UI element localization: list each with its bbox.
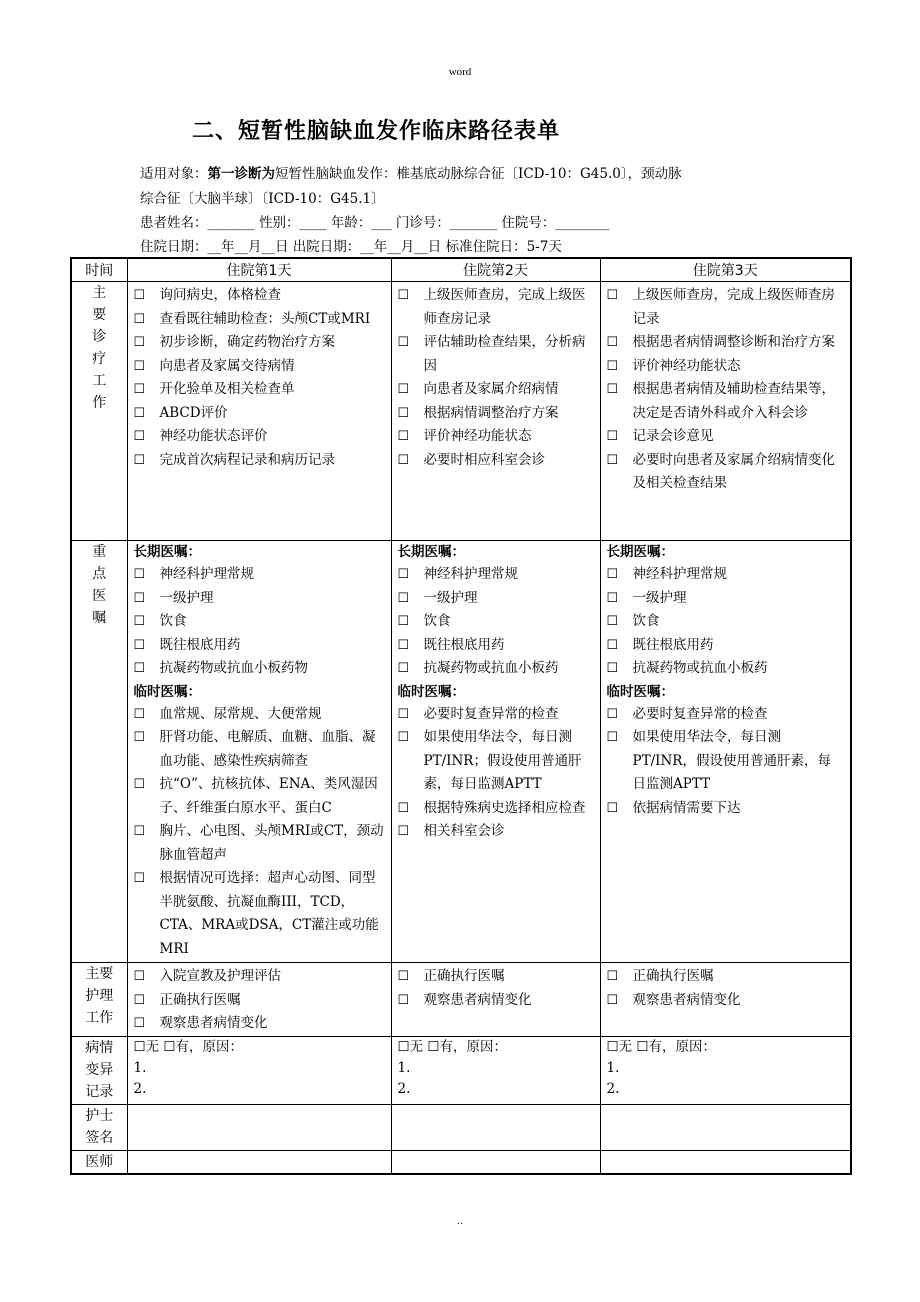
doctor-signature-day2[interactable] — [391, 1150, 600, 1174]
meta-bold: 第一诊断为 — [207, 166, 275, 182]
variance-day2 — [391, 1036, 600, 1104]
checklist-item[interactable]: ☐ 根据患者病情调整诊断和治疗方案 — [607, 331, 845, 355]
checklist-item[interactable]: ☐ 神经科护理常规 — [607, 563, 845, 587]
checklist-item[interactable]: ☐ 根据患者病情及辅助检查结果等，决定是否请外科或介入科会诊 — [607, 378, 845, 425]
row-label-text: 护理 — [85, 988, 114, 1004]
checklist-item[interactable]: ☐ 抗凝药物或抗血小板药 — [398, 657, 594, 681]
header-day2: 住院第2天 — [391, 258, 600, 282]
checklist-item[interactable]: ☐ 肝肾功能、电解质、血糖、血脂、凝血功能、感染性疾病筛查 — [134, 726, 385, 773]
checklist-item[interactable]: ☐ 抗凝药物或抗血小板药物 — [134, 657, 385, 681]
row-label-text: 疗 — [92, 351, 107, 367]
checklist-item[interactable]: ☐ ABCD评价 — [134, 402, 385, 426]
checklist-item[interactable]: ☐ 如果使用华法令，每日测PT/INR，假设使用普通肝素，每日监测APTT — [607, 726, 845, 797]
orders-day1 — [127, 541, 391, 963]
checklist-item[interactable]: ☐ 评价神经功能状态 — [607, 355, 845, 379]
checklist-item[interactable]: ☐ 查看既往辅助检查：头颅CT或MRI — [134, 308, 385, 332]
table-header-row — [71, 258, 851, 282]
label-key-orders — [71, 541, 127, 963]
main-work-day1 — [127, 282, 391, 541]
row-label-text: 护士 — [85, 1107, 114, 1124]
row-label-text: 主 — [92, 285, 107, 301]
variance-reason-1[interactable]: 1. — [397, 1059, 411, 1076]
row-label-text: 要 — [92, 307, 107, 323]
checklist-item[interactable]: ☐ 向患者及家属介绍病情 — [398, 378, 594, 402]
checklist-item[interactable]: ☐ 神经科护理常规 — [134, 563, 385, 587]
row-label-text: 工作 — [85, 1010, 114, 1026]
meta-line-2: 综合征〔大脑半球〕〔ICD-10：G45.1〕 — [140, 191, 385, 207]
row-label-text: 主要 — [85, 966, 114, 982]
meta-line-3: 患者姓名：_______ 性别：____ 年龄：___ 门诊号：_______ 住院号：________ — [140, 215, 610, 231]
row-label-text: 签名 — [85, 1129, 114, 1146]
nurse-signature-day3[interactable] — [600, 1104, 851, 1150]
checklist-item[interactable]: ☐ 饮食 — [607, 610, 845, 634]
row-label-text: 作 — [92, 395, 107, 411]
meta-line-4: 住院日期：__年__月__日 出院日期：__年__月__日 标准住院日：5-7天 — [140, 239, 562, 255]
checklist-item[interactable]: ☐ 相关科室会诊 — [398, 820, 594, 844]
variance-options[interactable]: ☐无 ☐有，原因： — [133, 1038, 243, 1055]
checklist-item[interactable]: ☐ 上级医师查房，完成上级医师查房记录 — [607, 284, 845, 331]
clinical-pathway-table — [70, 257, 852, 1175]
header-day1: 住院第1天 — [127, 258, 391, 282]
checklist-item[interactable]: ☐ 一级护理 — [398, 587, 594, 611]
row-nurse-signature — [71, 1104, 851, 1150]
checklist-item[interactable]: ☐ 必要时复查异常的检查 — [398, 703, 594, 727]
long-term-orders-title: 长期医嘱： — [606, 544, 674, 560]
variance-day3 — [600, 1036, 851, 1104]
checklist-item[interactable]: ☐ 正确执行医嘱 — [134, 989, 385, 1013]
main-work-day3 — [600, 282, 851, 541]
row-label-text: 诊 — [92, 329, 107, 345]
checklist-item[interactable]: ☐ 根据特殊病史选择相应检查 — [398, 797, 594, 821]
row-label-text: 嘱 — [92, 610, 107, 626]
checklist-item[interactable]: ☐ 必要时向患者及家属介绍病情变化及相关检查结果 — [607, 449, 845, 496]
row-label-text: 工 — [92, 373, 107, 389]
label-variance-record — [71, 1036, 127, 1104]
doctor-signature-day1[interactable] — [127, 1150, 391, 1174]
page-header: word — [448, 66, 472, 78]
temporary-orders-title: 临时医嘱： — [397, 683, 465, 700]
checklist-item[interactable]: ☐ 开化验单及相关检查单 — [134, 378, 385, 402]
temporary-orders-title: 临时医嘱： — [606, 683, 674, 700]
checklist-item[interactable]: ☐ 血常规、尿常规、大便常规 — [134, 703, 385, 727]
row-label-text: 病情 — [85, 1039, 114, 1056]
variance-day1 — [127, 1036, 391, 1104]
variance-reason-2[interactable]: 2. — [133, 1080, 147, 1097]
label-main-work — [71, 282, 127, 541]
header-time: 时间 — [71, 258, 127, 282]
nurse-signature-day2[interactable] — [391, 1104, 600, 1150]
checklist-item[interactable]: ☐ 记录会诊意见 — [607, 425, 845, 449]
checklist-item[interactable]: ☐ 依据病情需要下达 — [607, 797, 845, 821]
checklist-item[interactable]: ☐ 胸片、心电图、头颅MRI或CT，颈动脉血管超声 — [134, 820, 385, 867]
checklist-item[interactable]: ☐ 一级护理 — [607, 587, 845, 611]
label-doctor-signature: 医师 — [71, 1150, 127, 1174]
checklist-item[interactable]: ☐ 上级医师查房，完成上级医师查房记录 — [398, 284, 594, 331]
page-title: 二、短暂性脑缺血发作临床路径表单 — [192, 119, 561, 144]
label-nursing-work — [71, 963, 127, 1037]
row-main-work — [71, 282, 851, 541]
checklist-item[interactable]: ☐ 完成首次病程记录和病历记录 — [134, 449, 385, 473]
variance-reason-2[interactable]: 2. — [397, 1080, 411, 1097]
checklist-item[interactable]: ☐ 向患者及家属交待病情 — [134, 355, 385, 379]
variance-options[interactable]: ☐无 ☐有，原因： — [606, 1038, 716, 1055]
row-label-text: 重 — [92, 544, 107, 560]
nursing-day1 — [127, 963, 391, 1037]
long-term-orders-title: 长期医嘱： — [397, 544, 465, 560]
row-nursing-work — [71, 963, 851, 1037]
row-label-text: 记录 — [85, 1083, 114, 1100]
checklist-item[interactable]: ☐ 询问病史，体格检查 — [134, 284, 385, 308]
nursing-day2 — [391, 963, 600, 1037]
checklist-item[interactable]: ☐ 入院宣教及护理评估 — [134, 965, 385, 989]
variance-options[interactable]: ☐无 ☐有，原因： — [397, 1038, 507, 1055]
checklist-item[interactable]: ☐ 神经科护理常规 — [398, 563, 594, 587]
checklist-item[interactable]: ☐ 如果使用华法令，每日测PT/INR；假设使用普通肝素，每日监测APTT — [398, 726, 594, 797]
checklist-item[interactable]: ☐ 饮食 — [398, 610, 594, 634]
checklist-item[interactable]: ☐ 评估辅助检查结果，分析病因 — [398, 331, 594, 378]
row-label-text: 变异 — [85, 1061, 114, 1078]
checklist-item[interactable]: ☐ 必要时复查异常的检查 — [607, 703, 845, 727]
row-label-text: 医 — [92, 588, 107, 604]
checklist-item[interactable]: ☐ 神经功能状态评价 — [134, 425, 385, 449]
main-work-day2 — [391, 282, 600, 541]
orders-day3 — [600, 541, 851, 963]
variance-reason-2[interactable]: 2. — [606, 1080, 620, 1097]
nursing-day3 — [600, 963, 851, 1037]
meta-rest: 短暂性脑缺血发作：椎基底动脉综合征〔ICD-10：G45.0〕，颈动脉 — [275, 166, 682, 182]
row-variance-record — [71, 1036, 851, 1104]
variance-reason-1[interactable]: 1. — [133, 1059, 147, 1076]
checklist-item[interactable]: ☐ 既往根底用药 — [134, 634, 385, 658]
checklist-item[interactable]: ☐ 必要时相应科室会诊 — [398, 449, 594, 473]
checklist-item[interactable]: ☐ 正确执行医嘱 — [607, 965, 845, 989]
temporary-orders-title: 临时医嘱： — [133, 683, 201, 700]
checklist-item[interactable]: ☐ 既往根底用药 — [398, 634, 594, 658]
checklist-item[interactable]: ☐ 根据情况可选择：超声心动图、同型半胱氨酸、抗凝血酶III，TCD，CTA、MRA或DSA，CT灌注或功能MRI — [134, 867, 385, 961]
orders-day2 — [391, 541, 600, 963]
checklist-item[interactable]: ☐ 正确执行医嘱 — [398, 965, 594, 989]
meta-prefix: 适用对象： — [140, 166, 208, 182]
doctor-signature-day3[interactable] — [600, 1150, 851, 1174]
checklist-item[interactable]: ☐ 观察患者病情变化 — [398, 989, 594, 1013]
checklist-item[interactable]: ☐ 抗凝药物或抗血小板药 — [607, 657, 845, 681]
row-key-orders — [71, 541, 851, 963]
checklist-item[interactable]: ☐ 抗“O”、抗核抗体、ENA、类风湿因子、纤维蛋白原水平、蛋白C — [134, 773, 385, 820]
header-day3: 住院第3天 — [600, 258, 851, 282]
nurse-signature-day1[interactable] — [127, 1104, 391, 1150]
checklist-item[interactable]: ☐ 一级护理 — [134, 587, 385, 611]
checklist-item[interactable]: ☐ 观察患者病情变化 — [134, 1012, 385, 1036]
checklist-item[interactable]: ☐ 观察患者病情变化 — [607, 989, 845, 1013]
meta-line-1 — [140, 162, 682, 182]
checklist-item[interactable]: ☐ 初步诊断，确定药物治疗方案 — [134, 331, 385, 355]
row-label-text: 点 — [92, 566, 107, 582]
checklist-item[interactable]: ☐ 饮食 — [134, 610, 385, 634]
label-nurse-signature — [71, 1104, 127, 1150]
row-doctor-signature — [71, 1150, 851, 1174]
long-term-orders-title: 长期医嘱： — [133, 544, 201, 560]
page-footer: .. — [456, 1216, 464, 1227]
checklist-item[interactable]: ☐ 根据病情调整治疗方案 — [398, 402, 594, 426]
checklist-item[interactable]: ☐ 既往根底用药 — [607, 634, 845, 658]
variance-reason-1[interactable]: 1. — [606, 1059, 620, 1076]
checklist-item[interactable]: ☐ 评价神经功能状态 — [398, 425, 594, 449]
